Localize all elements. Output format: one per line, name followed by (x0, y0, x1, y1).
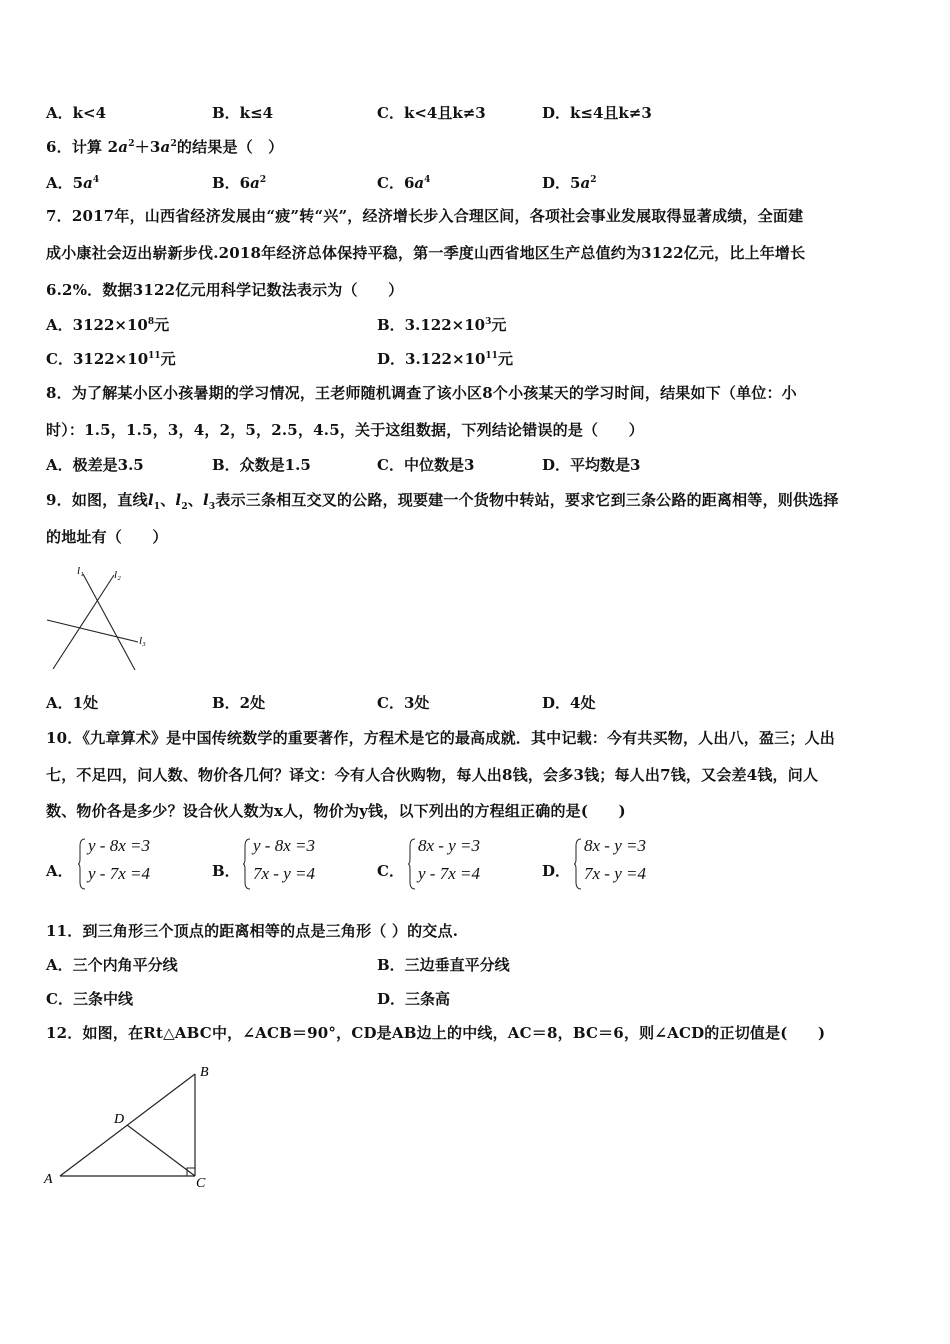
label-a: A (44, 1172, 53, 1187)
q10-option-d-eq1: 8x - y =3 (584, 836, 646, 855)
q7-option-d: D．$3.122\times 10^{11}$元 (377, 350, 513, 368)
label-l3: l₃ (139, 635, 146, 647)
q10-option-c-label: C． (377, 862, 404, 880)
q9-stem-line-1: 9．如图，直线$l_1$、$l_2$、$l_3$表示三条相互交叉的公路，现要建一个货物中转站，要求它到三条公路的距离相等，则供选择 (46, 491, 839, 512)
q9-stem-line-2: 的地址有（ ） (46, 528, 168, 546)
q10-option-d-brace (574, 838, 582, 890)
q10-option-d-eq2: 7x - y =4 (584, 864, 646, 883)
label-d: D (114, 1112, 125, 1127)
q8-option-a: A．极差是3.5 (46, 456, 144, 474)
q7-stem-line-3: 6.2%．数据3122亿元用科学记数法表示为（ ） (46, 281, 404, 299)
q8-option-d: D．平均数是3 (542, 456, 641, 474)
q11-option-b: B．三边垂直平分线 (377, 956, 510, 974)
q10-option-c-eq2: y - 7x =4 (418, 864, 480, 883)
q9-option-a: A．1处 (46, 694, 99, 712)
q7-stem-line-1: 7．2017年，山西省经济发展由“疲”转“兴”，经济增长步入合理区间，各项社会事业发展取得显著成绩，全面建 (46, 207, 804, 225)
q7-option-c: C．$3122\times 10^{11}$元 (46, 350, 176, 368)
label-l2: l₂ (114, 569, 121, 581)
q11-option-d: D．三条高 (377, 990, 451, 1008)
q5-option-a: A．k<4 (46, 104, 107, 122)
q7-stem-line-2: 成小康社会迈出崭新步伐.2018年经济总体保持平稳，第一季度山西省地区生产总值约为3122亿元，比上年增长 (46, 244, 806, 262)
q8-stem-line-1: 8．为了解某小区小孩暑期的学习情况，王老师随机调查了该小区8个小孩某天的学习时间，结果如下（单位：小 (46, 384, 797, 402)
q10-stem-line-3: 数、物价各是多少？设合伙人数为x人，物价为y钱，以下列出的方程组正确的是( ) (46, 802, 626, 820)
q9-option-d: D．4处 (542, 694, 596, 712)
q12-stem: 12．如图，在Rt△ABC中，∠ACB＝90°，CD是AB边上的中线，AC＝8，BC＝6，则∠ACD的正切值是( ) (46, 1024, 826, 1042)
q10-option-a-eq1: y - 8x =3 (88, 836, 150, 855)
q10-option-b-eq1: y - 8x =3 (253, 836, 315, 855)
label-c: C (196, 1176, 206, 1190)
q5-option-c: C．k<4且k≠3 (377, 104, 486, 122)
q8-option-b: B．众数是1.5 (212, 456, 311, 474)
q11-option-c: C．三条中线 (46, 990, 133, 1008)
q10-option-b-brace (243, 838, 251, 890)
q6-option-d: D．$5a^2$ (542, 174, 597, 192)
q9-option-b: B．2处 (212, 694, 266, 712)
q5-option-d: D．k≤4且k≠3 (542, 104, 652, 122)
q7-option-b: B．$3.122\times 10^3$元 (377, 316, 507, 334)
q6-option-a: A．$5a^4$ (46, 174, 100, 192)
q10-stem-line-2: 七，不足四，问人数、物价各几何？译文：今有人合伙购物，每人出8钱，会多3钱；每人出7钱，又会差4钱，问人 (46, 766, 819, 784)
segment-cd (127, 1125, 195, 1176)
q6-option-b: B．$6a^2$ (212, 174, 267, 192)
line-l3 (47, 620, 138, 642)
q5-option-b: B．k≤4 (212, 104, 274, 122)
label-b: B (200, 1065, 209, 1080)
q10-option-d-label: D． (542, 862, 571, 880)
q10-option-a-label: A． (46, 862, 73, 880)
q8-stem-line-2: 时）：1.5，1.5，3，4，2，5，2.5，4.5，关于这组数据，下列结论错误的是（ ） (46, 421, 644, 439)
q10-option-c-brace (408, 838, 416, 890)
q10-option-a-brace (78, 838, 86, 890)
q6-stem: 6．计算 $2a^2+3a^2$的结果是（ ） (46, 138, 284, 156)
line-l2 (53, 575, 114, 669)
q10-option-b-eq2: 7x - y =4 (253, 864, 315, 883)
q7-option-a: A．$3122\times 10^8$元 (46, 316, 170, 334)
q11-option-a: A．三个内角平分线 (46, 956, 178, 974)
q10-option-b-label: B． (212, 862, 240, 880)
q12-triangle-figure (40, 1060, 220, 1190)
q11-stem: 11．到三角形三个顶点的距离相等的点是三角形（ ）的交点. (46, 922, 459, 940)
q9-three-lines-figure (40, 560, 170, 675)
label-l1: l₁ (77, 565, 84, 577)
q6-option-c: C．$6a^4$ (377, 174, 431, 192)
q10-stem-line-1: 10．《九章算术》是中国传统数学的重要著作，方程术是它的最高成就．其中记载：今有共买物，人出八，盈三；人出 (46, 729, 835, 747)
line-l1 (83, 574, 135, 670)
q8-option-c: C．中位数是3 (377, 456, 475, 474)
q10-option-a-eq2: y - 7x =4 (88, 864, 150, 883)
q9-option-c: C．3处 (377, 694, 430, 712)
q10-option-c-eq1: 8x - y =3 (418, 836, 480, 855)
